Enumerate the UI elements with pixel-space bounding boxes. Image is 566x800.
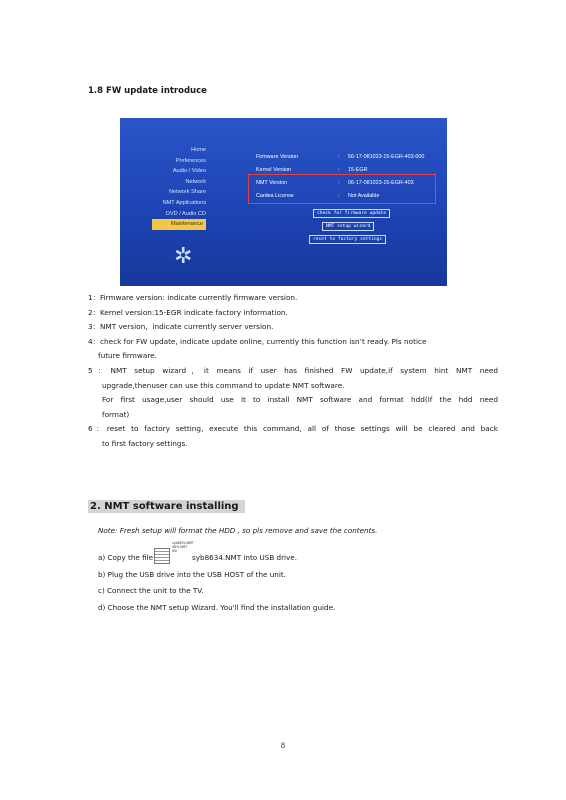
menu-item-home: Home — [191, 147, 206, 153]
info-value: Not Available — [348, 193, 380, 199]
note-text: Note: Fresh setup will format the HDD , so pls remove and save the contents. — [98, 526, 378, 535]
step-c: c) Connect the unit to the TV. — [98, 586, 204, 596]
page-number: 8 — [280, 742, 286, 750]
cardea-license-row: Cardea License : Not Available — [256, 190, 446, 203]
info-label: Cardea License — [256, 193, 294, 199]
info-label: Kernel Version — [256, 167, 292, 173]
list-item: 3：NMT version，indicate currently server version. — [88, 322, 274, 332]
firmware-version-row: Firmware Version : 56-17-081023-15-EGR-403-000 — [256, 151, 446, 164]
list-item: 2：Kernel version:15-EGR indicate factory information. — [88, 307, 288, 317]
maintenance-screenshot — [120, 118, 447, 286]
info-value: 06-17-081023-15-EGR-403 — [348, 180, 414, 186]
step-text: syb8634.NMT into USB drive. — [192, 553, 298, 562]
step-b: b) Plug the USB drive into the USB HOST of the unit. — [98, 569, 286, 579]
step-text: a) Copy the file — [98, 553, 154, 562]
install-steps — [98, 541, 336, 616]
settings-menu — [120, 145, 206, 230]
check-firmware-update-button: check for firmware update — [313, 209, 390, 218]
list-item-continued: format) — [102, 409, 130, 419]
menu-item-network: Network — [185, 178, 206, 185]
file-icon-label: syb8634.NMT 98% NMT file — [172, 541, 194, 553]
gear-icon: ✲ — [174, 244, 193, 269]
section-title: 1.8 FW update introduce — [88, 86, 207, 96]
file-icon — [154, 548, 170, 564]
info-label: NMT Version — [256, 180, 288, 186]
feature-list — [88, 291, 498, 452]
nmt-setup-wizard-button: NMT setup wizard — [322, 222, 374, 231]
list-item-continued: to first factory settings. — [102, 438, 188, 448]
info-value: 15-EGR — [348, 167, 368, 173]
list-item-continued: For first usage,user should use it to install NMT software and format hdd(if the hdd need — [102, 395, 498, 405]
kernel-version-row: Kernel Version : 15-EGR — [256, 164, 446, 177]
list-item: 4：check for FW update, indicate update online, currently this function isn’t ready. Pls notice — [88, 336, 427, 346]
list-item: 6：reset to factory setting, execute this command, all of those settings will be cleared and back — [88, 424, 498, 434]
list-item: 1：Firmware version: indicate currently firmware version. — [88, 293, 298, 302]
menu-item-preferences: Preferences — [175, 157, 206, 164]
reset-factory-settings-button: reset to factory settings — [309, 235, 386, 244]
info-value: 56-17-081023-15-EGR-403-000 — [348, 154, 425, 160]
list-item: 5：NMT setup wizard，it means if user has finished FW update,if system hint NMT need — [88, 365, 498, 375]
menu-item-dvd-audio-cd: DVD / Audio CD — [165, 210, 206, 217]
menu-item-network-share: Network Share — [169, 189, 206, 196]
section-heading: 2. NMT software installing — [88, 500, 245, 513]
step-d: d) Choose the NMT setup Wizard. You'll find the installation guide. — [98, 602, 336, 612]
list-item-continued: upgrade,thenuser can use this command to update NMT software. — [102, 380, 345, 390]
nmt-version-row: NMT Version : 06-17-081023-15-EGR-403 — [256, 177, 446, 190]
step-a — [98, 541, 335, 567]
list-item-continued: future firmware. — [98, 351, 157, 361]
highlight-box — [248, 174, 436, 204]
info-label: Firmware Version — [256, 154, 298, 160]
menu-item-maintenance: Maintenance — [152, 219, 206, 230]
menu-item-nmt-applications: NMT Applications — [162, 199, 206, 206]
menu-item-audio-video: Audio / Video — [172, 168, 206, 175]
